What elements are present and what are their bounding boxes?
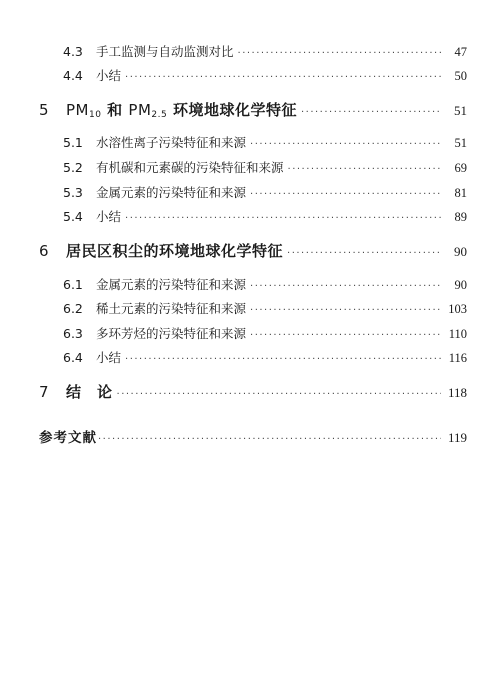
- entry-page: 50: [454, 69, 467, 83]
- references-title: 参考文献: [39, 430, 97, 446]
- toc-entry-6-3: [63, 324, 467, 342]
- references-page: 119: [447, 430, 467, 445]
- toc-entry-6-1: [63, 275, 467, 293]
- title-connector: 和: [101, 101, 129, 119]
- entry-number: 6.2: [63, 301, 83, 316]
- entry-title: 水溶性离子污染特征和来源: [96, 135, 247, 150]
- entry-title: 金属元素的污染特征和来源: [96, 185, 247, 200]
- toc-entry-5-1: [63, 133, 467, 151]
- entry-title: 小结: [96, 350, 122, 365]
- entry-page: 116: [448, 351, 467, 365]
- chapter-page: 51: [454, 103, 467, 118]
- dot-leader: [98, 434, 441, 445]
- entry-title: 小结: [96, 209, 122, 224]
- entry-page: 69: [454, 161, 467, 175]
- entry-page: 110: [448, 327, 467, 341]
- chapter-number: 5: [39, 101, 49, 119]
- chapter-page: 118: [447, 385, 467, 400]
- chapter-title: [66, 99, 297, 120]
- chapter-page: 90: [454, 244, 467, 259]
- entry-title: 手工监测与自动监测对比: [96, 44, 234, 59]
- entry-page: 89: [454, 210, 467, 224]
- entry-number: 6.4: [63, 350, 83, 365]
- dot-leader: [125, 72, 441, 83]
- chapter-number: 7: [39, 383, 49, 401]
- dot-leader: [301, 107, 441, 118]
- entry-title: 有机碳和元素碳的污染特征和来源: [96, 160, 284, 175]
- toc-chapter-6: [39, 240, 467, 261]
- entry-number: 6.3: [63, 326, 83, 341]
- entry-number: 5.2: [63, 160, 83, 175]
- entry-page: 47: [454, 45, 467, 59]
- dot-leader: [117, 389, 441, 400]
- entry-number: 4.3: [63, 44, 83, 59]
- toc-chapter-7: [39, 381, 467, 402]
- entry-number: 5.1: [63, 135, 83, 150]
- toc-entry-5-4: [63, 207, 467, 225]
- entry-page: 81: [454, 186, 467, 200]
- toc-entry-6-2: [63, 299, 467, 317]
- entry-title: 小结: [96, 68, 122, 83]
- entry-title: 金属元素的污染特征和来源: [96, 277, 247, 292]
- chapter-title-rest: 环境地球化学特征: [167, 101, 297, 119]
- dot-leader: [250, 305, 441, 316]
- dot-leader: [125, 354, 441, 365]
- chapter-title: 居民区积尘的环境地球化学特征: [66, 242, 284, 260]
- entry-page: 103: [448, 302, 467, 316]
- pm10-label: $PM_{10}$: [66, 101, 102, 120]
- dot-leader: [287, 248, 441, 259]
- pm25-label: $PM_{2.5}$: [128, 101, 168, 120]
- entry-page: 90: [454, 278, 467, 292]
- toc-entry-6-4: [63, 348, 467, 366]
- toc-chapter-5: [39, 99, 467, 120]
- chapter-title: 结 论: [66, 383, 113, 401]
- chapter-number: 6: [39, 242, 49, 260]
- entry-number: 5.3: [63, 185, 83, 200]
- dot-leader: [238, 48, 441, 59]
- dot-leader: [250, 330, 441, 341]
- entry-title: 多环芳烃的污染特征和来源: [96, 326, 247, 341]
- toc-entry-4-3: [63, 42, 467, 60]
- toc-entry-5-3: [63, 183, 467, 201]
- toc-entry-4-4: [63, 66, 467, 84]
- dot-leader: [250, 281, 441, 292]
- entry-page: 51: [454, 136, 467, 150]
- dot-leader: [125, 213, 441, 224]
- toc-references: [39, 426, 467, 446]
- entry-number: 6.1: [63, 277, 83, 292]
- entry-number: 4.4: [63, 68, 83, 83]
- dot-leader: [288, 164, 441, 175]
- dot-leader: [250, 189, 441, 200]
- toc-entry-5-2: [63, 158, 467, 176]
- entry-number: 5.4: [63, 209, 83, 224]
- dot-leader: [250, 139, 441, 150]
- entry-title: 稀土元素的污染特征和来源: [96, 301, 247, 316]
